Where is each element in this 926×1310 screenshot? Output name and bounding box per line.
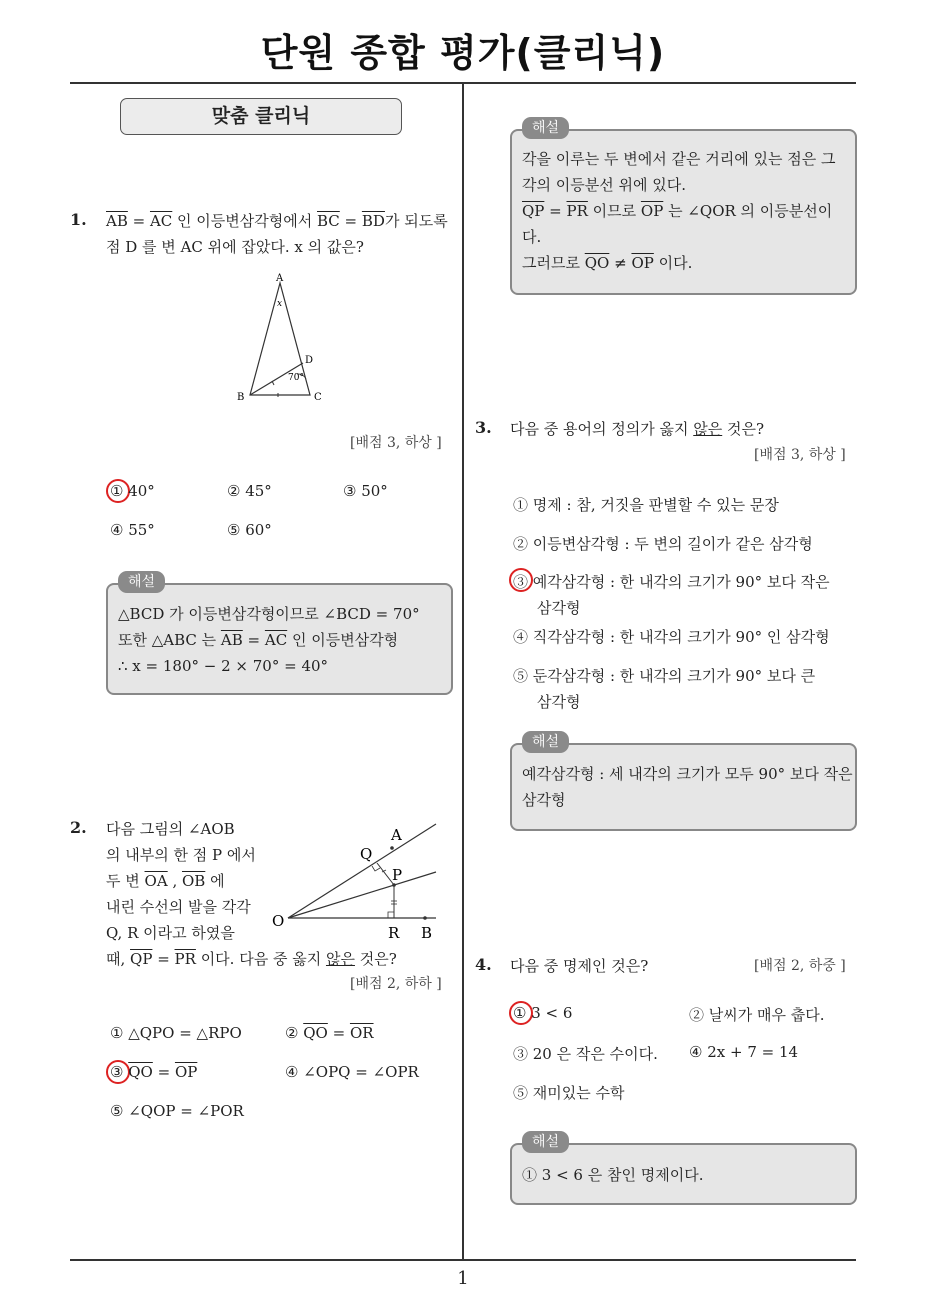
fig2-label-q: Q [360, 845, 373, 863]
question-2-option-5: ⑤ ∠QOP = ∠POR [110, 1102, 244, 1120]
fig2-label-b: B [421, 924, 433, 942]
question-4-option-4: ④ 2x + 7 = 14 [689, 1043, 799, 1061]
fig1-label-x: x [277, 299, 283, 309]
question-2-angle-figure [268, 820, 458, 945]
question-4-meta: [배점 2, 하중 ] [754, 958, 846, 974]
question-2-stem-line-5: Q, R 이라고 하였을 [106, 924, 235, 942]
question-3-solution-line-2: 삼각형 [522, 791, 566, 809]
question-2-option-1: ① △QPO = △RPO [110, 1024, 242, 1042]
question-4-solution-line-1: ① 3 < 6 은 참인 명제이다. [522, 1166, 704, 1184]
question-1-stem-line-1: $\overline{AB} = \overline{AC}$ 인 이등변삼각형에서 $\overline{BC} = \overline{BD}$가 되도록 [106, 212, 448, 230]
page-number: 1 [457, 1268, 469, 1289]
question-4-stem: 다음 중 명제인 것은? [510, 957, 649, 975]
question-1-triangle-figure [230, 268, 330, 408]
question-4-option-1: ① 3 < 6 [513, 1004, 573, 1022]
question-2-meta: [배점 2, 하하 ] [350, 976, 442, 992]
question-4-option-2: ② 날씨가 매우 춥다. [689, 1006, 825, 1024]
question-1-option-1: ① 40° [110, 482, 155, 500]
question-2-stem-line-2: 의 내부의 한 점 P 에서 [106, 846, 256, 864]
question-2-solution-line-4: 다. [522, 228, 542, 246]
question-2-option-3: ③ $\overline{QO} = \overline{OP}$ [110, 1063, 198, 1081]
fig1-label-a: A [276, 273, 284, 284]
page-title: 단원 종합 평가(클리닉) [260, 31, 666, 75]
question-4-solution-tag: 해설 [522, 1131, 569, 1153]
question-3-option-4: ④ 직각삼각형 : 한 내각의 크기가 90° 인 삼각형 [513, 628, 830, 646]
fig1-label-b: B [237, 392, 245, 403]
question-3-number: 3. [475, 418, 492, 437]
question-4-option-3: ③ 20 은 작은 수이다. [513, 1045, 658, 1063]
question-1-option-3: ③ 50° [343, 482, 388, 500]
question-2-solution-tag: 해설 [522, 117, 569, 139]
question-3-solution-tag: 해설 [522, 731, 569, 753]
question-3-option-5-cont: 삼각형 [537, 693, 581, 711]
question-2-solution-line-2: 각의 이등분선 위에 있다. [522, 176, 686, 194]
fig2-label-r: R [388, 924, 400, 942]
question-3-stem: 다음 중 용어의 정의가 옳지 않은 것은? [510, 420, 765, 438]
question-3-solution-line-1: 예각삼각형 : 세 내각의 크기가 모두 90° 보다 작은 [522, 765, 853, 783]
question-1-meta: [배점 3, 하상 ] [350, 435, 442, 451]
question-3-option-2: ② 이등변삼각형 : 두 변의 길이가 같은 삼각형 [513, 535, 813, 553]
question-2-solution-line-3: $\overline{QP} = \overline{PR}$ 이므로 $\overline{OP}$ 는 ∠QOR 의 이등분선이 [522, 202, 833, 220]
question-2-stem-line-3: 두 변 $\overline{OA}$ , $\overline{OB}$ 에 [106, 872, 225, 890]
question-1-solution-tag: 해설 [118, 571, 165, 593]
footer-divider [70, 1259, 856, 1261]
question-1-option-5: ⑤ 60° [227, 521, 272, 539]
question-3-option-5: ⑤ 둔각삼각형 : 한 내각의 크기가 90° 보다 큰 [513, 667, 816, 685]
fig1-label-c: C [314, 392, 322, 403]
question-1-option-4: ④ 55° [110, 521, 155, 539]
question-3-option-1: ① 명제 : 참, 거짓을 판별할 수 있는 문장 [513, 496, 779, 514]
question-4-number: 4. [475, 955, 492, 974]
question-3-option-3-cont: 삼각형 [537, 599, 581, 617]
question-3-option-3: ③ 예각삼각형 : 한 내각의 크기가 90° 보다 작은 [513, 573, 830, 591]
question-1-stem-line-2: 점 D 를 변 AC 위에 잡았다. x 의 값은? [106, 238, 364, 256]
question-2-stem-line-1: 다음 그림의 ∠AOB [106, 820, 235, 838]
question-2-stem-line-4: 내린 수선의 발을 각각 [106, 898, 251, 916]
question-3-meta: [배점 3, 하상 ] [754, 447, 846, 463]
section-label: 맞춤 클리닉 [120, 98, 402, 135]
question-2-stem-line-6: 때, $\overline{QP} = \overline{PR}$ 이다. 다음 중 옳지 않은 것은? [106, 950, 397, 968]
question-2-number: 2. [70, 818, 87, 837]
column-divider [462, 83, 464, 1260]
question-1-solution-line-3: ∴ x = 180° − 2 × 70° = 40° [118, 657, 329, 675]
question-1-solution-line-2: 또한 △ABC 는 $\overline{AB} = \overline{AC}$ 인 이등변삼각형 [118, 631, 399, 649]
question-2-option-4: ④ ∠OPQ = ∠OPR [285, 1063, 419, 1081]
question-2-solution-line-1: 각을 이루는 두 변에서 같은 거리에 있는 점은 그 [522, 150, 836, 168]
fig2-label-a: A [391, 826, 402, 844]
question-4-option-5: ⑤ 재미있는 수학 [513, 1084, 625, 1102]
fig1-label-d: D [305, 355, 314, 366]
fig2-label-o: O [272, 912, 285, 930]
fig2-label-p: P [392, 866, 403, 884]
question-1-option-2: ② 45° [227, 482, 272, 500]
question-1-number: 1. [70, 210, 87, 229]
fig1-label-angle: 70° [288, 373, 304, 383]
question-1-solution-line-1: △BCD 가 이등변삼각형이므로 ∠BCD = 70° [118, 605, 420, 623]
question-2-option-2: ② $\overline{QO} = \overline{OR}$ [285, 1024, 374, 1042]
question-2-solution-line-5: 그러므로 $\overline{QO} \ne \overline{OP}$ 이다. [522, 254, 693, 272]
